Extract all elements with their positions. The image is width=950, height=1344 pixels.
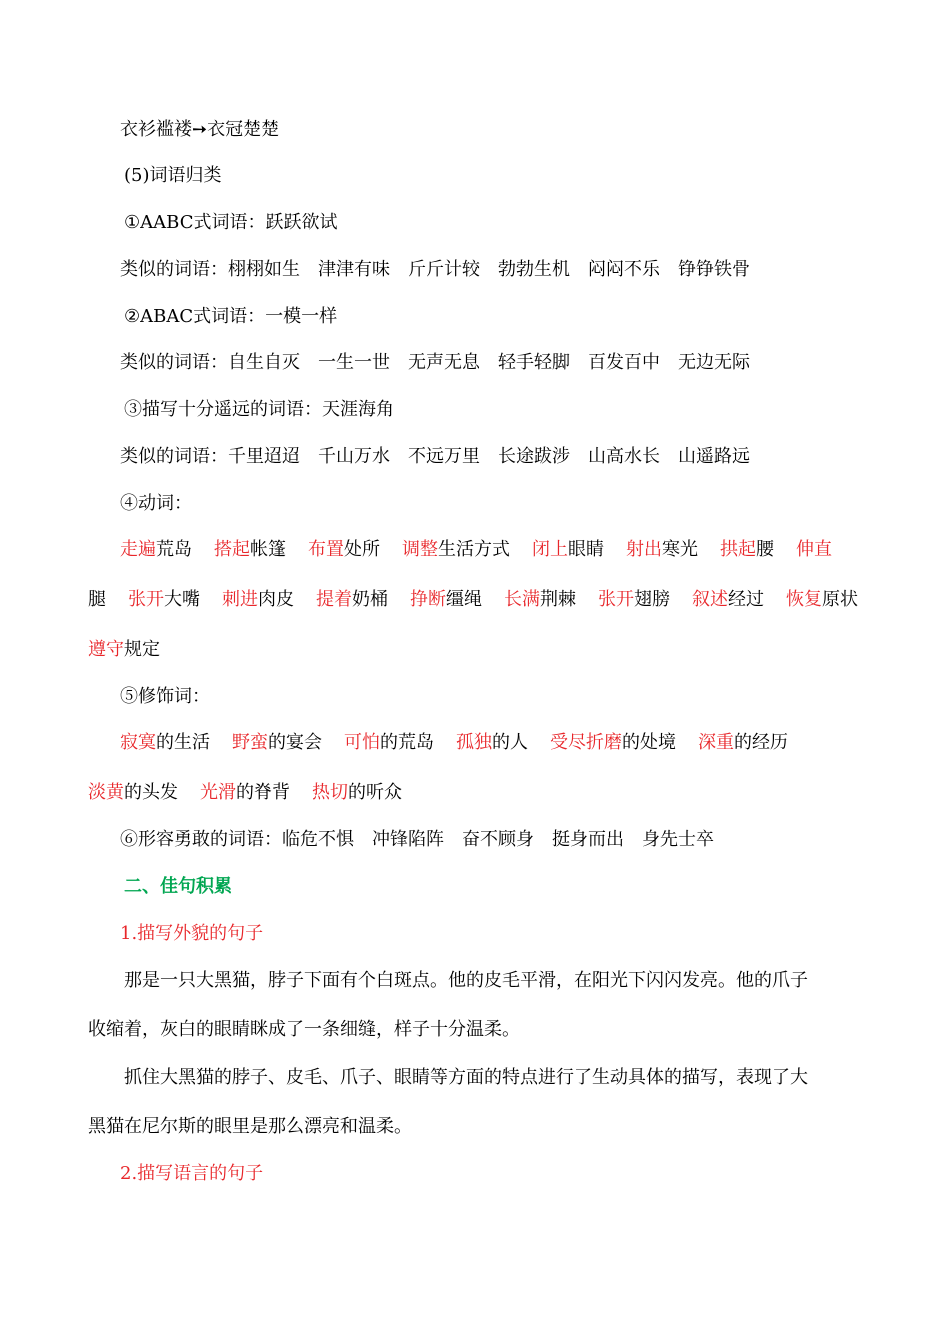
word: 不远万里: [408, 446, 480, 467]
word: 自生自灭: [228, 352, 300, 373]
category-heading: ④动词：: [120, 493, 192, 514]
object: 腰: [756, 539, 774, 560]
word: 勃勃生机: [498, 259, 570, 280]
brave-words-line: [120, 828, 714, 852]
verb-line: [120, 538, 832, 562]
verb: 提着: [316, 589, 352, 610]
verb: 遵守: [88, 639, 124, 660]
text-line: 衣衫褴褛➙衣冠楚楚: [120, 119, 280, 140]
verb-line: [88, 588, 858, 612]
object: 荆棘: [540, 589, 576, 610]
line-prefix: 类似的词语：: [120, 446, 228, 467]
modifier: 孤独: [456, 732, 492, 753]
verb: 张开: [128, 589, 164, 610]
verb: 拱起: [720, 539, 756, 560]
word: 长途跋涉: [498, 446, 570, 467]
category-heading: ⑤修饰词：: [120, 686, 210, 707]
word: 挺身而出: [552, 829, 624, 850]
noun: 的荒岛: [380, 732, 434, 753]
word: 百发百中: [588, 352, 660, 373]
verb: 射出: [626, 539, 662, 560]
object: 帐篷: [250, 539, 286, 560]
similar-words-line: [120, 445, 750, 469]
verb: 长满: [504, 589, 540, 610]
modifier: 野蛮: [232, 732, 268, 753]
word: 栩栩如生: [228, 259, 300, 280]
line-prefix: ⑥形容勇敢的词语：: [120, 829, 282, 850]
object: 原状: [822, 589, 858, 610]
word: 无声无息: [408, 352, 480, 373]
object: 腿: [88, 589, 106, 610]
paragraph-line: 收缩着，灰白的眼睛眯成了一条细缝，样子十分温柔。: [88, 1019, 520, 1040]
word: 津津有味: [318, 259, 390, 280]
verb: 刺进: [222, 589, 258, 610]
noun: 的头发: [124, 782, 178, 803]
word: 无边无际: [678, 352, 750, 373]
word: 山高水长: [588, 446, 660, 467]
verb: 搭起: [214, 539, 250, 560]
modifier-line: [88, 781, 402, 805]
paragraph-line: 那是一只大黑猫，脖子下面有个白斑点。他的皮毛平滑，在阳光下闪闪发亮。他的爪子: [124, 970, 808, 991]
noun: 的宴会: [268, 732, 322, 753]
verb-line: [88, 638, 160, 662]
paragraph-line: 抓住大黑猫的脖子、皮毛、爪子、眼睛等方面的特点进行了生动具体的描写，表现了大: [124, 1067, 808, 1088]
verb: 布置: [308, 539, 344, 560]
modifier: 可怕: [344, 732, 380, 753]
noun: 的听众: [348, 782, 402, 803]
object: 奶桶: [352, 589, 388, 610]
verb: 恢复: [786, 589, 822, 610]
modifier: 淡黄: [88, 782, 124, 803]
verb: 张开: [598, 589, 634, 610]
word: 千山万水: [318, 446, 390, 467]
modifier: 光滑: [200, 782, 236, 803]
category-heading: ②ABAC式词语：一模一样: [124, 306, 338, 327]
object: 处所: [344, 539, 380, 560]
verb: 伸直: [796, 539, 832, 560]
word: 闷闷不乐: [588, 259, 660, 280]
object: 规定: [124, 639, 160, 660]
word: 临危不惧: [282, 829, 354, 850]
category-heading: ①AABC式词语：跃跃欲试: [124, 212, 338, 233]
word: 一生一世: [318, 352, 390, 373]
modifier: 热切: [312, 782, 348, 803]
object: 翅膀: [634, 589, 670, 610]
word: 奋不顾身: [462, 829, 534, 850]
object: 肉皮: [258, 589, 294, 610]
verb: 调整: [402, 539, 438, 560]
object: 大嘴: [164, 589, 200, 610]
object: 生活方式: [438, 539, 510, 560]
modifier: 受尽折磨: [550, 732, 622, 753]
word: 身先士卒: [642, 829, 714, 850]
subsection-title: 1.描写外貌的句子: [120, 923, 264, 944]
section-heading: (5)词语归类: [124, 165, 222, 186]
object: 缰绳: [446, 589, 482, 610]
section-heading: 二、佳句积累: [124, 876, 232, 897]
word: 轻手轻脚: [498, 352, 570, 373]
paragraph-line: 黑猫在尼尔斯的眼里是那么漂亮和温柔。: [88, 1116, 412, 1137]
category-heading: ③描写十分遥远的词语：天涯海角: [124, 399, 394, 420]
word: 冲锋陷阵: [372, 829, 444, 850]
modifier: 寂寞: [120, 732, 156, 753]
verb: 闭上: [532, 539, 568, 560]
object: 寒光: [662, 539, 698, 560]
line-prefix: 类似的词语：: [120, 352, 228, 373]
noun: 的经历: [734, 732, 788, 753]
noun: 的人: [492, 732, 528, 753]
noun: 的脊背: [236, 782, 290, 803]
verb: 走遍: [120, 539, 156, 560]
word: 山遥路远: [678, 446, 750, 467]
verb: 叙述: [692, 589, 728, 610]
modifier: 深重: [698, 732, 734, 753]
object: 眼睛: [568, 539, 604, 560]
modifier-line: [120, 731, 788, 755]
object: 荒岛: [156, 539, 192, 560]
noun: 的生活: [156, 732, 210, 753]
subsection-title: 2.描写语言的句子: [120, 1163, 264, 1184]
word: 斤斤计较: [408, 259, 480, 280]
object: 经过: [728, 589, 764, 610]
word: 铮铮铁骨: [678, 259, 750, 280]
similar-words-line: [120, 351, 750, 375]
similar-words-line: [120, 258, 750, 282]
verb: 挣断: [410, 589, 446, 610]
noun: 的处境: [622, 732, 676, 753]
line-prefix: 类似的词语：: [120, 259, 228, 280]
word: 千里迢迢: [228, 446, 300, 467]
